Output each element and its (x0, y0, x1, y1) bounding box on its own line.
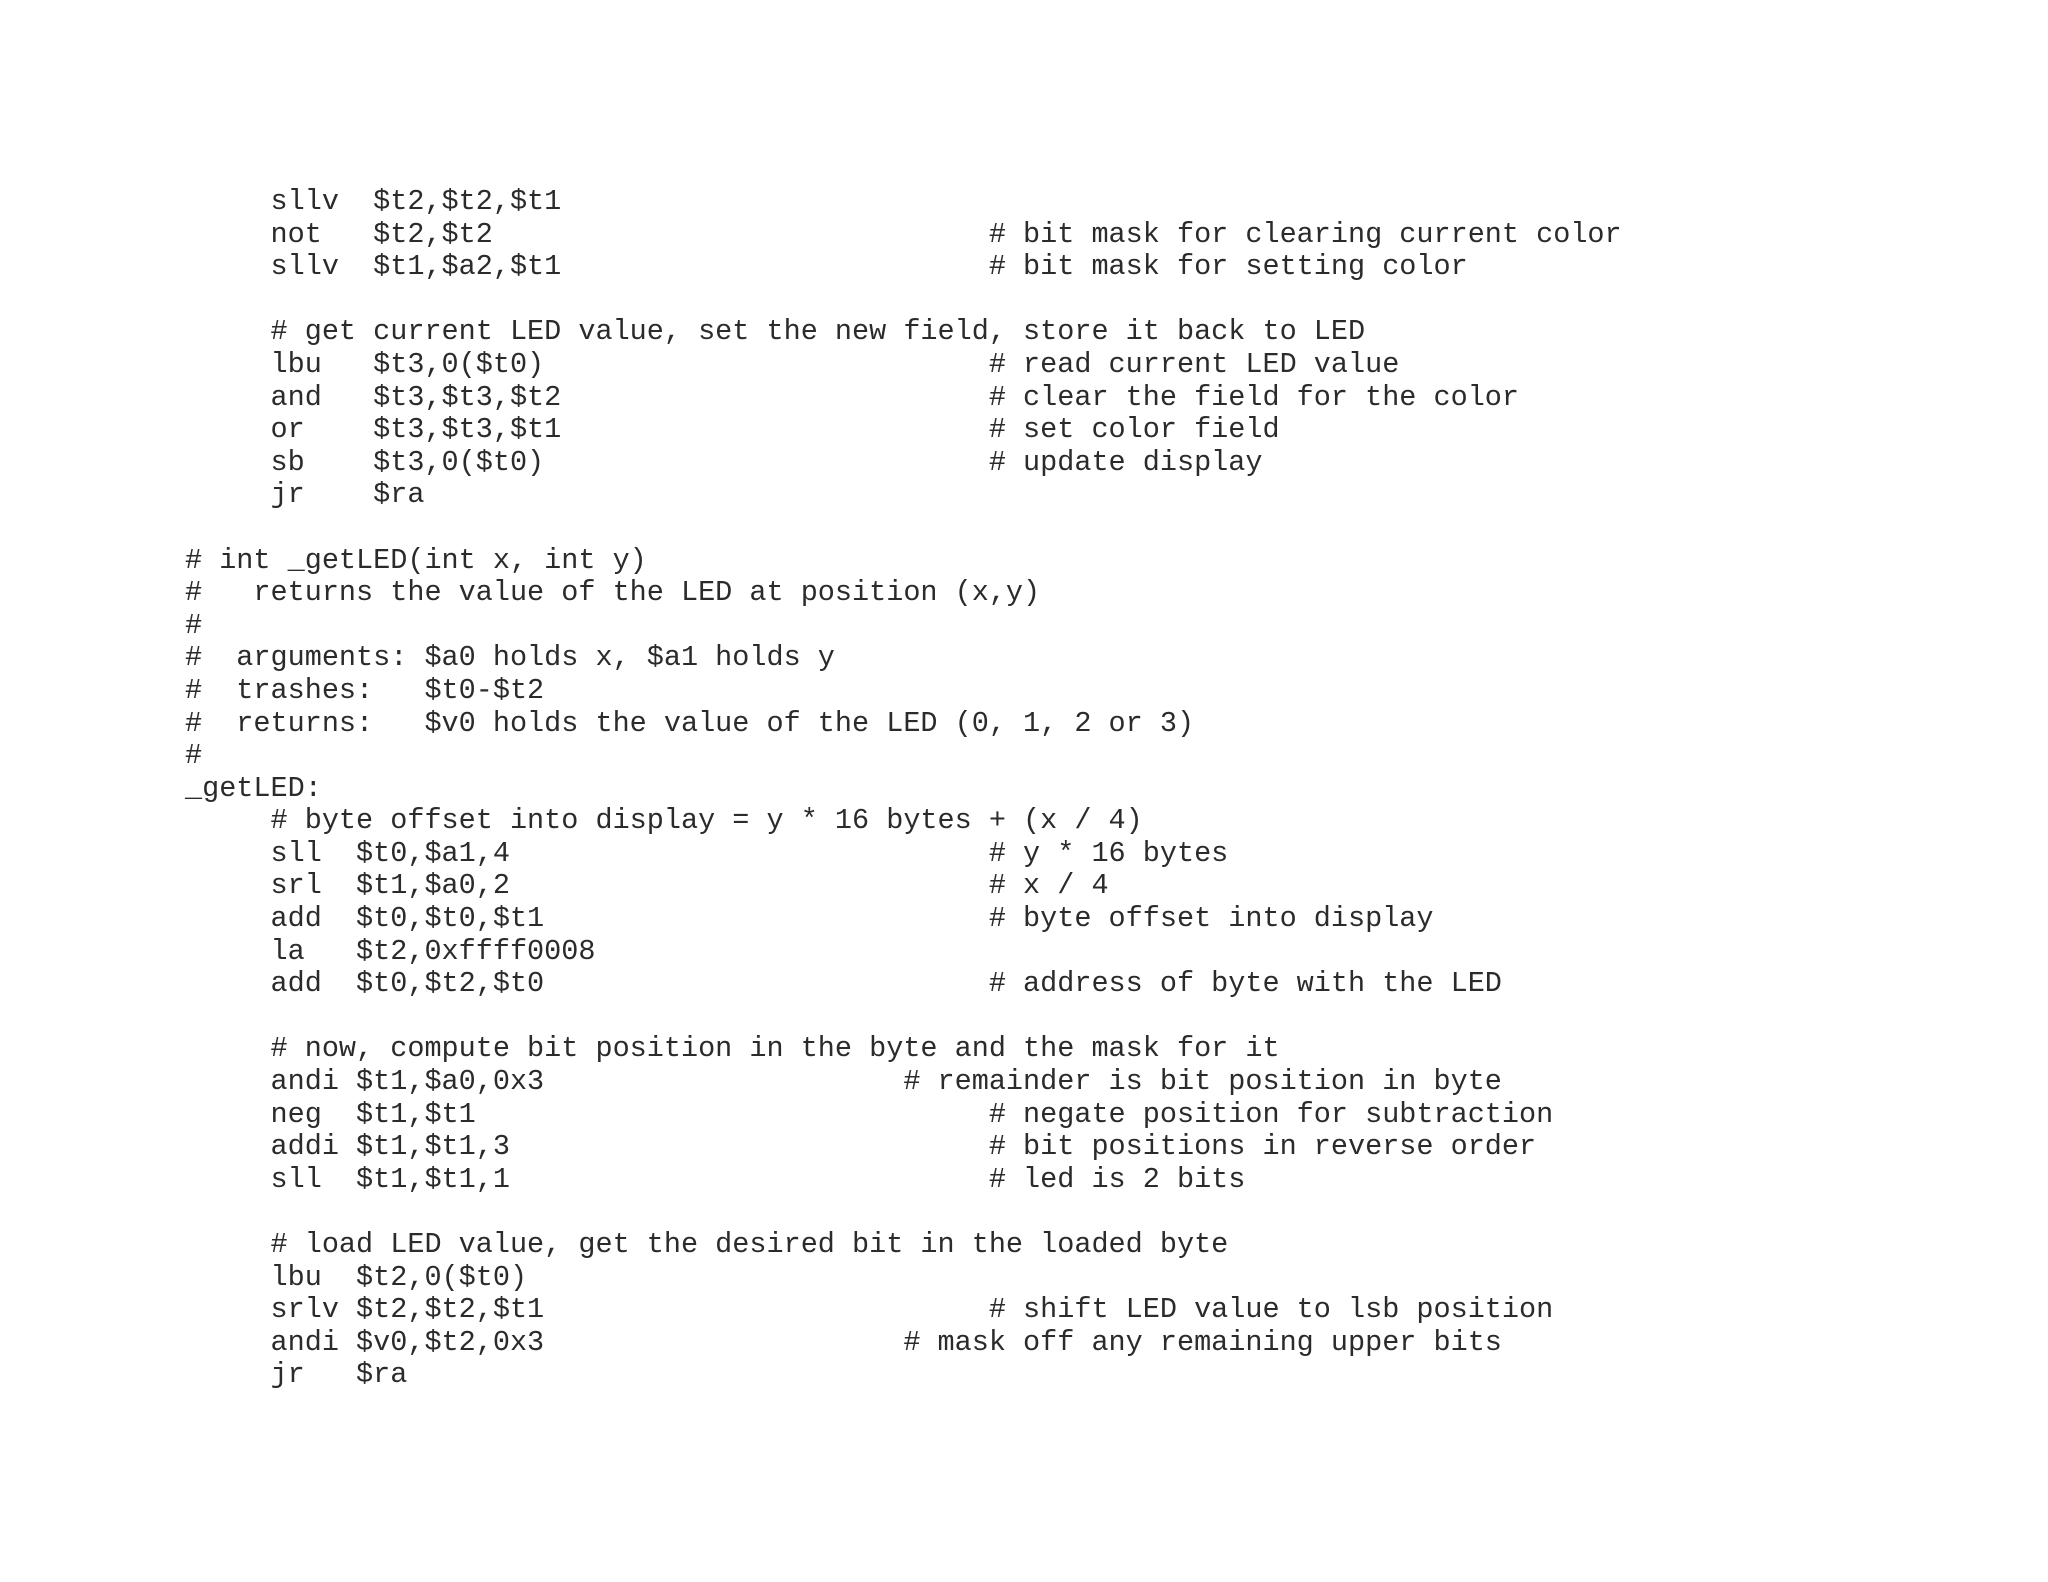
code-line: lbu $t2,0($t0) (185, 1260, 528, 1294)
code-line: not $t2,$t2 # bit mask for clearing current color (185, 217, 1622, 251)
code-line: # load LED value, get the desired bit in the loaded byte (185, 1228, 1229, 1261)
code-line: la $t2,0xffff0008 (185, 934, 596, 968)
code-line: sb $t3,0($t0) # update display (185, 445, 1263, 479)
code-line (185, 1196, 1622, 1229)
code-line: srlv $t2,$t2,$t1 # shift LED value to lsb position (185, 1293, 1554, 1327)
code-line: neg $t1,$t1 # negate position for subtraction (185, 1097, 1554, 1131)
code-line: # (185, 608, 203, 642)
code-line: # int _getLED(int x, int y) (185, 543, 647, 577)
code-line: # returns: $v0 holds the value of the LED (0, 1, 2 or 3) (185, 706, 1195, 740)
code-line: sllv $t1,$a2,$t1 # bit mask for setting color (185, 250, 1468, 284)
code-line: addi $t1,$t1,3 # bit positions in reverse order (185, 1130, 1537, 1164)
code-line: jr $ra (185, 478, 425, 512)
code-line (185, 512, 1622, 545)
code-line: # returns the value of the LED at position (x,y) (185, 576, 1041, 610)
code-line: # trashes: $t0-$t2 (185, 673, 545, 707)
code-line (185, 284, 1622, 317)
assembly-code-listing (185, 186, 1622, 1392)
code-line: add $t0,$t0,$t1 # byte offset into display (185, 902, 1434, 936)
code-line: # get current LED value, set the new field, store it back to LED (185, 315, 1366, 349)
code-line: andi $v0,$t2,0x3 # mask off any remaining upper bits (185, 1325, 1502, 1359)
code-line: _getLED: (185, 771, 322, 805)
code-line: lbu $t3,0($t0) # read current LED value (185, 347, 1400, 381)
code-line: andi $t1,$a0,0x3 # remainder is bit position in byte (185, 1065, 1502, 1099)
code-line: jr $ra (185, 1358, 408, 1392)
code-line: add $t0,$t2,$t0 # address of byte with the LED (185, 967, 1502, 1001)
code-line: # arguments: $a0 holds x, $a1 holds y (185, 641, 835, 675)
code-line: # byte offset into display = y * 16 bytes + (x / 4) (185, 804, 1143, 838)
code-line: sll $t0,$a1,4 # y * 16 bytes (185, 836, 1229, 870)
code-line: sllv $t2,$t2,$t1 (185, 185, 562, 218)
code-line (185, 1001, 1622, 1034)
code-line: srl $t1,$a0,2 # x / 4 (185, 869, 1109, 903)
code-line: # now, compute bit position in the byte and the mask for it (185, 1032, 1280, 1066)
code-line: and $t3,$t3,$t2 # clear the field for the color (185, 380, 1520, 414)
code-line: or $t3,$t3,$t1 # set color field (185, 413, 1280, 447)
code-line: # (185, 739, 203, 773)
code-line: sll $t1,$t1,1 # led is 2 bits (185, 1162, 1246, 1196)
